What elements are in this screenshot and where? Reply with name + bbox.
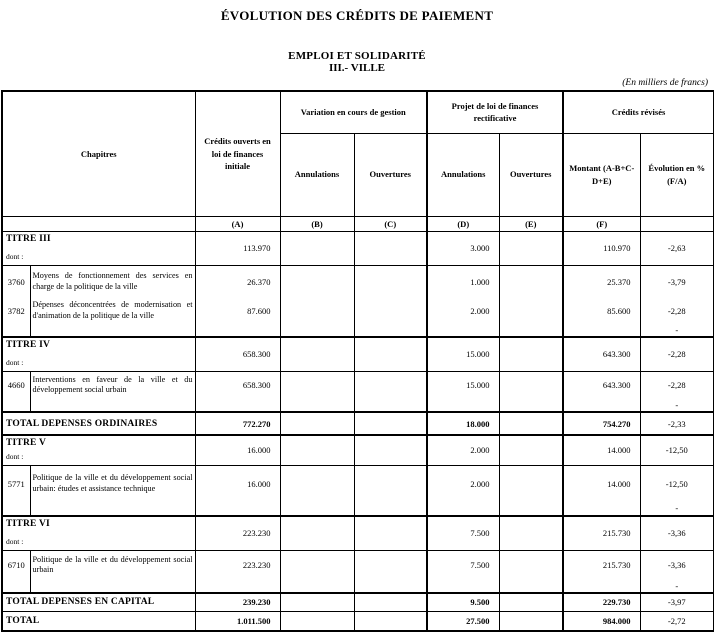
value-cell-d: 1.000 2.000 — [427, 265, 499, 337]
empty-cell — [499, 231, 563, 265]
empty-cell — [354, 371, 427, 412]
chapter-label: Interventions en faveur de la ville et du développement social urbain — [32, 374, 193, 394]
table-row — [2, 265, 714, 337]
table-header-row-letters — [2, 216, 714, 231]
col-header-annulations-d: Annulations — [427, 133, 499, 216]
table-row — [2, 412, 714, 435]
page-title: ÉVOLUTION DES CRÉDITS DE PAIEMENT — [220, 8, 494, 23]
dash-cell: - — [675, 580, 679, 591]
pct-cell: -3,97 — [640, 593, 714, 611]
col-header-ouvertures-e: Ouvertures — [499, 133, 563, 216]
value-cell-f: 215.730 — [563, 516, 640, 550]
page-section-title: III.- VILLE — [328, 62, 386, 74]
empty-cell — [354, 516, 427, 550]
chapter-label-cell — [30, 465, 195, 516]
table-row — [2, 371, 714, 412]
group-header-variation: Variation en cours de gestion — [280, 91, 427, 133]
value-cell-d: 7.500 — [427, 550, 499, 593]
empty-cell — [499, 412, 563, 435]
dont-label: dont : — [6, 452, 24, 461]
value-cell-d: 9.500 — [427, 593, 499, 611]
dash-cell: - — [675, 503, 679, 513]
empty-cell — [280, 550, 354, 593]
value-cell-f: 754.270 — [563, 412, 640, 435]
value-cell-f: 229.730 — [563, 593, 640, 611]
chapter-label: Moyens de fonctionnement des services en charge de la politique de la ville — [32, 271, 193, 291]
table-row — [2, 550, 714, 593]
letter-cell-b: (B) — [280, 216, 354, 231]
empty-cell — [499, 465, 563, 516]
empty-cell — [280, 371, 354, 412]
empty-cell — [280, 611, 354, 631]
pct-cell: -12,50 - — [640, 465, 714, 516]
chapter-code: 3760 — [7, 276, 25, 287]
chapter-code: 5771 — [7, 478, 25, 489]
table-row — [2, 231, 714, 265]
col-header-chapitres: Chapitres — [2, 91, 195, 216]
chapter-title-cell — [2, 231, 195, 265]
titre-label: TITRE VI — [6, 519, 50, 529]
empty-cell — [499, 593, 563, 611]
empty-cell — [280, 337, 354, 371]
empty-cell — [280, 412, 354, 435]
pct-cell: -2,72 — [640, 611, 714, 631]
empty-cell — [354, 265, 427, 337]
pct-cell: -12,50 — [640, 435, 714, 465]
table-row — [2, 516, 714, 550]
empty-cell — [499, 371, 563, 412]
total-label-cell: TOTAL — [2, 611, 195, 631]
empty-cell — [2, 216, 195, 231]
dont-label: dont : — [6, 358, 24, 367]
dont-label: dont : — [6, 251, 24, 261]
value-cell-a: 16.000 — [195, 435, 280, 465]
value-cell-d: 18.000 — [427, 412, 499, 435]
empty-cell — [354, 550, 427, 593]
dont-label: dont : — [6, 537, 24, 546]
value-cell-a: 658.300 — [195, 337, 280, 371]
table-row — [2, 337, 714, 371]
pct-cell: -2,28 — [640, 337, 714, 371]
table-row — [2, 611, 714, 631]
dash-cell: - — [675, 399, 679, 410]
chapter-label-cell — [30, 265, 195, 337]
chapter-code-cell — [2, 550, 30, 593]
titre-label: TITRE III — [6, 233, 51, 244]
col-header-ouvertures-c: Ouvertures — [354, 133, 427, 216]
total-label-cell: TOTAL DEPENSES EN CAPITAL — [2, 593, 195, 611]
value-cell-d: 15.000 — [427, 371, 499, 412]
total-label-cell: TOTAL DEPENSES ORDINAIRES — [2, 412, 195, 435]
pct-cell: -3,36 — [640, 516, 714, 550]
unit-note: (En milliers de francs) — [622, 78, 708, 88]
pct-cell: -2,33 — [640, 412, 714, 435]
empty-cell — [354, 435, 427, 465]
value-cell-f: 984.000 — [563, 611, 640, 631]
empty-cell — [354, 465, 427, 516]
budget-table — [1, 90, 714, 632]
value-cell-a: 1.011.500 — [195, 611, 280, 631]
col-header-annulations-b: Annulations — [280, 133, 354, 216]
titre-label: TITRE V — [6, 438, 47, 448]
value-cell-a: 223.230 — [195, 516, 280, 550]
value-cell-d: 15.000 — [427, 337, 499, 371]
titre-label: TITRE IV — [6, 340, 51, 350]
group-header-plf: Projet de loi de finances rectificative — [427, 91, 563, 133]
value-cell-f: 14.000 — [563, 435, 640, 465]
value-cell-a: 223.230 — [195, 550, 280, 593]
value-cell-a: 113.970 — [195, 231, 280, 265]
empty-cell — [499, 265, 563, 337]
table-row — [2, 465, 714, 516]
chapter-label: Politique de la ville et du développement social urbain: études et assistance technique — [32, 473, 193, 493]
col-header-evolution: Évolution en % (F/A) — [640, 133, 714, 216]
chapter-code-cell — [2, 371, 30, 412]
pct-cell: -2,28 - — [640, 371, 714, 412]
empty-cell — [354, 593, 427, 611]
value-cell-d: 27.500 — [427, 611, 499, 631]
value-cell-f: 643.300 — [563, 371, 640, 412]
col-header-credits-initiale: Crédits ouverts en loi de finances initiale — [195, 91, 280, 216]
chapter-title-cell — [2, 435, 195, 465]
table-header-row-groups — [2, 91, 714, 133]
value-cell-d: 3.000 — [427, 231, 499, 265]
empty-cell — [354, 337, 427, 371]
pct-cell: -3,36 - — [640, 550, 714, 593]
empty-cell — [499, 550, 563, 593]
chapter-title-cell — [2, 516, 195, 550]
value-cell-f: 643.300 — [563, 337, 640, 371]
page-subtitle: EMPLOI ET SOLIDARITÉ — [288, 50, 426, 62]
chapter-code: 3782 — [7, 305, 25, 316]
pct-cell: -2,63 — [640, 231, 714, 265]
dash-cell: - — [675, 324, 679, 335]
chapter-code: 6710 — [7, 560, 25, 570]
empty-cell — [499, 435, 563, 465]
value-cell-f: 14.000 — [563, 465, 640, 516]
letter-cell-c: (C) — [354, 216, 427, 231]
empty-cell — [354, 412, 427, 435]
letter-cell-a: (A) — [195, 216, 280, 231]
value-cell-a: 16.000 — [195, 465, 280, 516]
value-cell-d: 7.500 — [427, 516, 499, 550]
chapter-label-cell — [30, 550, 195, 593]
chapter-code-cell — [2, 465, 30, 516]
letter-cell-f: (F) — [563, 216, 640, 231]
empty-cell — [280, 265, 354, 337]
value-cell-a: 658.300 — [195, 371, 280, 412]
table-row — [2, 435, 714, 465]
chapter-label-cell — [30, 371, 195, 412]
empty-cell — [499, 611, 563, 631]
pct-cell: -3,79 -2,28 - — [640, 265, 714, 337]
chapter-title-cell — [2, 337, 195, 371]
value-cell-a: 26.370 87.600 — [195, 265, 280, 337]
empty-cell — [499, 337, 563, 371]
group-header-credits-revises: Crédits révisés — [563, 91, 714, 133]
table-row — [2, 593, 714, 611]
chapter-code-cell — [2, 265, 30, 337]
empty-cell — [280, 231, 354, 265]
empty-cell — [280, 516, 354, 550]
chapter-code: 4660 — [7, 380, 25, 390]
chapter-label: Politique de la ville et du développement social urbain — [32, 554, 193, 574]
value-cell-d: 2.000 — [427, 465, 499, 516]
empty-cell — [499, 516, 563, 550]
value-cell-d: 2.000 — [427, 435, 499, 465]
value-cell-a: 772.270 — [195, 412, 280, 435]
letter-cell-d: (D) — [427, 216, 499, 231]
letter-cell-e: (E) — [499, 216, 563, 231]
empty-cell — [354, 611, 427, 631]
chapter-label: Dépenses déconcentrées de modernisation et d'animation de la politique de la ville — [32, 300, 193, 320]
empty-cell — [280, 435, 354, 465]
empty-cell — [354, 231, 427, 265]
empty-cell — [640, 216, 714, 231]
value-cell-a: 239.230 — [195, 593, 280, 611]
empty-cell — [280, 593, 354, 611]
value-cell-f: 25.370 85.600 — [563, 265, 640, 337]
value-cell-f: 110.970 — [563, 231, 640, 265]
col-header-montant-f: Montant (A-B+C-D+E) — [563, 133, 640, 216]
value-cell-f: 215.730 — [563, 550, 640, 593]
empty-cell — [280, 465, 354, 516]
